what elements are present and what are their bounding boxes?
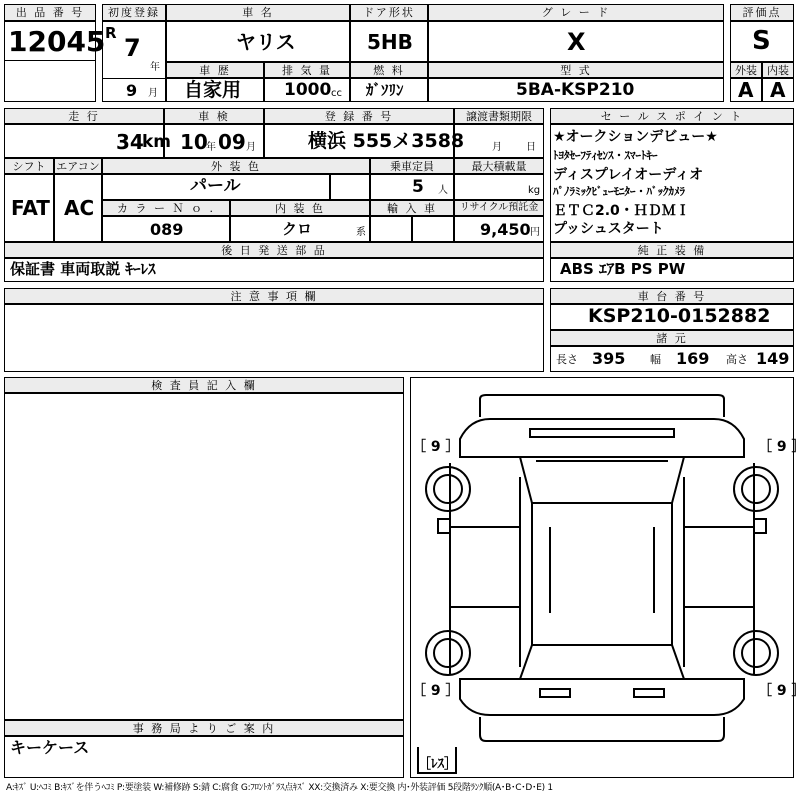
reg-month: 9 xyxy=(126,81,138,100)
height-value: 149 xyxy=(756,349,790,368)
height-label: 高さ xyxy=(726,353,748,366)
chassis-value: KSP210-0152882 xyxy=(588,305,771,327)
length-value: 395 xyxy=(592,349,626,368)
interior-color-unit: 系 xyxy=(356,227,366,238)
inspector-header: 検 査 員 記 入 欄 xyxy=(4,377,404,393)
shift-value: FAT xyxy=(11,196,50,220)
int-score: A xyxy=(770,78,786,102)
shift-header: シフト xyxy=(4,158,54,174)
tire-front-right: ［ 9 ］ xyxy=(758,439,806,455)
inspection-year-unit: 年 xyxy=(206,142,216,153)
sales-point-line: プッシュスタート xyxy=(553,221,664,237)
color-no-header: カ ラ ー Ｎ ｏ . xyxy=(102,200,230,216)
reg-header: 初度登録 xyxy=(102,4,166,21)
grade: X xyxy=(567,28,586,56)
fuel-header: 燃 料 xyxy=(350,62,428,78)
mileage-unit: km xyxy=(142,132,172,152)
recycle-value: 9,450 xyxy=(480,220,531,239)
interior-color-header: 内 装 色 xyxy=(230,200,370,216)
width-label: 幅 xyxy=(650,353,661,366)
dims-header: 諸 元 xyxy=(550,330,794,346)
car-name-header: 車 名 xyxy=(166,4,350,21)
sales-point-line: ★オークションデビュー★ xyxy=(553,129,718,145)
spare-tire: ［ﾚｽ］ xyxy=(418,757,458,772)
tire-rear-right: ［ 9 ］ xyxy=(758,683,806,699)
inspection-month: 09 xyxy=(218,130,246,154)
notes-header: 注 意 事 項 欄 xyxy=(4,288,544,304)
exterior-color-value: パール xyxy=(190,176,241,196)
door-header: ドア形状 xyxy=(350,4,428,21)
displacement-header: 排 気 量 xyxy=(264,62,350,78)
sales-point-line: ﾊﾟﾉﾗﾐｯｸﾋﾞｭｰﾓﾆﾀｰ・ﾊﾞｯｸｶﾒﾗ xyxy=(553,185,685,198)
model-header: 型 式 xyxy=(428,62,724,78)
reg-era: R xyxy=(105,24,117,42)
grade-header: グ レ ー ド xyxy=(428,4,724,21)
import-box-b xyxy=(412,216,454,242)
displacement-unit: cc xyxy=(331,88,342,99)
sales-point-line: ディスプレイオーディオ xyxy=(553,167,704,183)
sales-point-line: ＥＴＣ2.0・ＨＤＭＩ xyxy=(553,203,690,219)
exterior-color-sub-box xyxy=(330,174,370,200)
transfer-header: 譲渡書類期限 xyxy=(454,108,544,124)
inspection-header: 車 検 xyxy=(164,108,264,124)
import-box-a xyxy=(370,216,412,242)
car-name: ヤリス xyxy=(236,30,296,54)
int-header: 内装 xyxy=(762,62,794,78)
capacity-header: 乗車定員 xyxy=(370,158,454,174)
max-load-unit: kg xyxy=(528,185,541,196)
ext-header: 外装 xyxy=(730,62,762,78)
mileage-header: 走 行 xyxy=(4,108,164,124)
equipment-header: 純 正 装 備 xyxy=(550,242,794,258)
aircon-header: エアコン xyxy=(54,158,102,174)
exterior-color-header: 外 装 色 xyxy=(102,158,370,174)
sales-points-header: セ ー ル ス ポ イ ン ト xyxy=(550,108,794,124)
aircon-value: AC xyxy=(64,196,95,220)
office-header: 事 務 局 よ り ご 案 内 xyxy=(4,720,404,736)
history-header: 車 歴 xyxy=(166,62,264,78)
length-label: 長さ xyxy=(556,353,578,366)
equipment-value: ABS ｴｱB PS PW xyxy=(560,260,686,278)
fuel-value: ｶﾞｿﾘﾝ xyxy=(366,81,404,99)
tire-rear-left: ［ 9 ］ xyxy=(412,683,460,699)
transfer-day-unit: 日 xyxy=(526,142,536,153)
car-diagram xyxy=(410,377,794,778)
mileage-value: 34 xyxy=(116,130,144,154)
plate-value: 横浜 555メ3588 xyxy=(308,130,465,152)
capacity-value: 5 xyxy=(412,177,424,197)
reg-divider xyxy=(102,78,166,79)
office-value: キーケース xyxy=(10,738,90,757)
lot-header: 出 品 番 号 xyxy=(4,4,96,21)
inspection-month-unit: 月 xyxy=(246,142,256,153)
door-type: 5HB xyxy=(367,30,413,54)
transfer-month-unit: 月 xyxy=(492,142,502,153)
import-header: 輸 入 車 xyxy=(370,200,454,216)
recycle-header: リサイクル預託金 xyxy=(454,200,544,216)
max-load-header: 最大積載量 xyxy=(454,158,544,174)
reg-month-unit: 月 xyxy=(148,88,158,99)
displacement-value: 1000 xyxy=(284,80,332,100)
reg-year-unit: 年 xyxy=(150,62,160,73)
inspector-box xyxy=(4,393,404,720)
model-value: 5BA-KSP210 xyxy=(516,80,635,100)
lot-divider xyxy=(4,60,96,61)
color-no-value: 089 xyxy=(150,220,184,239)
recycle-unit: 円 xyxy=(530,227,540,238)
notes-box xyxy=(4,304,544,372)
reg-year: 7 xyxy=(124,34,141,62)
width-value: 169 xyxy=(676,349,710,368)
legend: A:ｷｽﾞ U:ﾍｺﾐ B:ｷｽﾞを伴うﾍｺﾐ P:要塗装 W:補修跡 S:錆 C:腐食 G:ﾌﾛﾝﾄｶﾞﾗｽ点ｷｽﾞ XX:交換済み X:要交換 内･外装評価 5段階ﾗﾝｸ順(A･B･C･D･E) 1 xyxy=(6,783,553,793)
inspection-year: 10 xyxy=(180,130,208,154)
score-header: 評価点 xyxy=(730,4,794,21)
tire-front-left: ［ 9 ］ xyxy=(412,439,460,455)
interior-color-value: クロ xyxy=(282,220,313,238)
sales-point-line: ﾄﾖﾀｾｰﾌﾃｨｾﾝｽ・ｽﾏｰﾄｷｰ xyxy=(553,149,658,162)
later-parts-value: 保証書 車両取説 ｷｰﾚｽ xyxy=(10,260,156,278)
later-parts-header: 後 日 発 送 部 品 xyxy=(4,242,544,258)
ext-score: A xyxy=(738,78,754,102)
capacity-unit: 人 xyxy=(438,185,448,196)
score-value: S xyxy=(752,26,771,56)
lot-number: 12045 xyxy=(8,25,106,58)
plate-header: 登 録 番 号 xyxy=(264,108,454,124)
chassis-header: 車 台 番 号 xyxy=(550,288,794,304)
history-value: 自家用 xyxy=(184,79,242,101)
